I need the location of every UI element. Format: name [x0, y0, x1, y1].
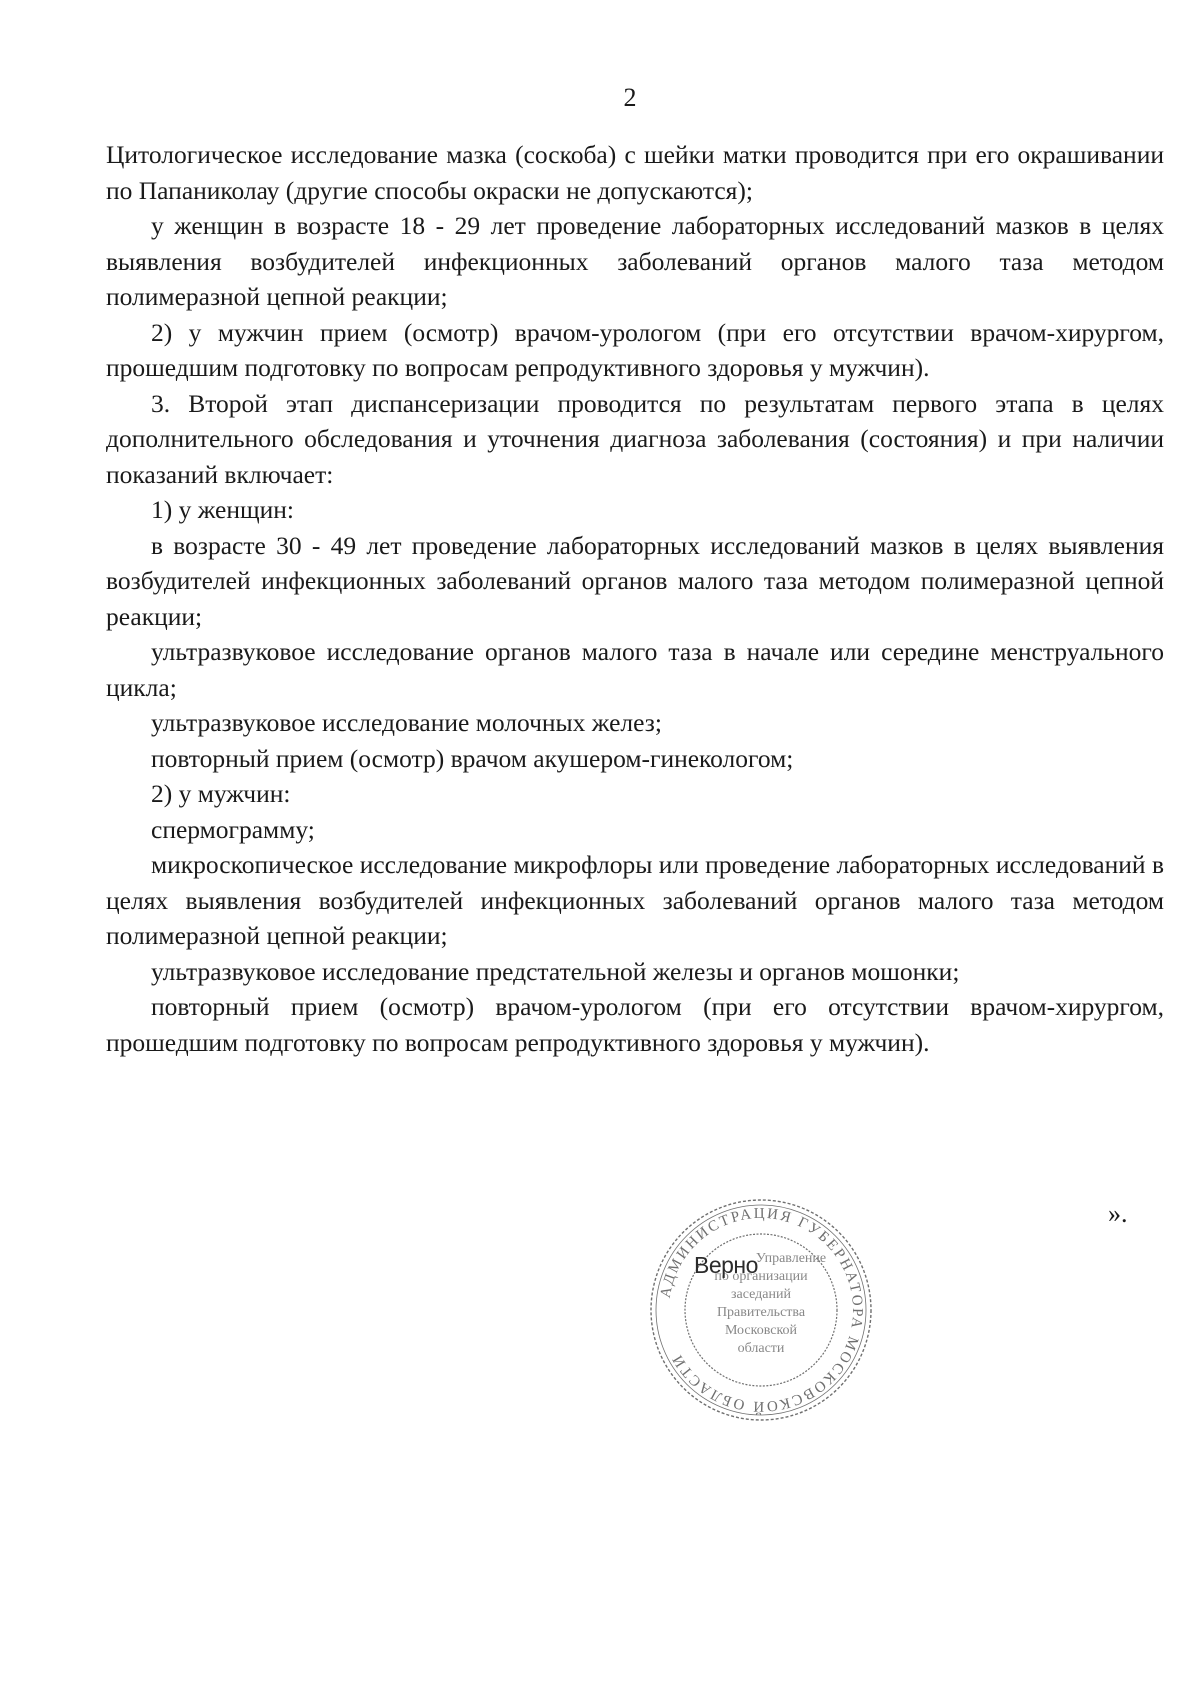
stamp-inner-line: по организации — [714, 1269, 808, 1284]
document-body — [106, 137, 1164, 1060]
stamp-inner-line: Правительства — [716, 1305, 806, 1320]
paragraph: спермограмму; — [151, 814, 315, 844]
closing-quote-mark: ». — [1108, 1199, 1128, 1228]
paragraph: Цитологическое исследование мазка (соскоба) с шейки матки проводится при его окрашивании по Папаниколау (другие способы окраски не допускаются); — [106, 140, 1164, 205]
paragraph: ультразвуковое исследование органов малого таза в начале или середине менструального цикла; — [106, 637, 1164, 702]
paragraph: повторный прием (осмотр) врачом-урологом (при его отсутствии врачом-хирургом, прошедшим подготовку по вопросам репродуктивного здоровья у мужчин). — [106, 992, 1164, 1057]
official-stamp — [646, 1195, 876, 1425]
paragraph: 2) у мужчин: — [151, 779, 291, 808]
paragraph: ультразвуковое исследование молочных желез; — [151, 708, 662, 737]
stamp-inner-line: Управление — [755, 1251, 827, 1266]
paragraph: в возрасте 30 - 49 лет проведение лабораторных исследований мазков в целях выявления возбудителей инфекционных заболеваний органов малого таза методом полимеразной цепной реакции; — [106, 530, 1164, 631]
paragraph: у женщин в возрасте 18 - 29 лет проведение лабораторных исследований мазков в целях выявления возбудителей инфекционных заболеваний органов малого таза методом полимеразной цепной реакции; — [106, 211, 1164, 311]
page-number: 2 — [623, 83, 637, 112]
paragraph: 1) у женщин: — [151, 495, 295, 524]
paragraph: ультразвуковое исследование предстательной железы и органов мошонки; — [151, 956, 960, 986]
paragraph: 2) у мужчин прием (осмотр) врачом-урологом (при его отсутствии врачом-хирургом, прошедшим подготовку по вопросам репродуктивного здоровья у мужчин). — [106, 317, 1164, 382]
stamp-outer-text: АДМИНИСТРАЦИЯ ГУБЕРНАТОРА МОСКОВСКОЙ ОБЛАСТИ — [657, 1205, 866, 1415]
stamp-inner-line: заседаний — [731, 1287, 791, 1302]
stamp-inner-line: Московской — [724, 1323, 798, 1338]
stamp-verno-text: Верно — [694, 1252, 758, 1278]
paragraph: 3. Второй этап диспансеризации проводится по результатам первого этапа в целях дополнительного обследования и уточнения диагноза заболевания (состояния) и при наличии показаний включает: — [106, 388, 1164, 489]
paragraph: микроскопическое исследование микрофлоры или проведение лабораторных исследований в целях выявления возбудителей инфекционных заболеваний органов малого таза методом полимеразной цепной реакции; — [106, 850, 1164, 950]
stamp-inner-line: области — [737, 1341, 785, 1356]
paragraph: повторный прием (осмотр) врачом акушером-гинекологом; — [151, 743, 794, 773]
